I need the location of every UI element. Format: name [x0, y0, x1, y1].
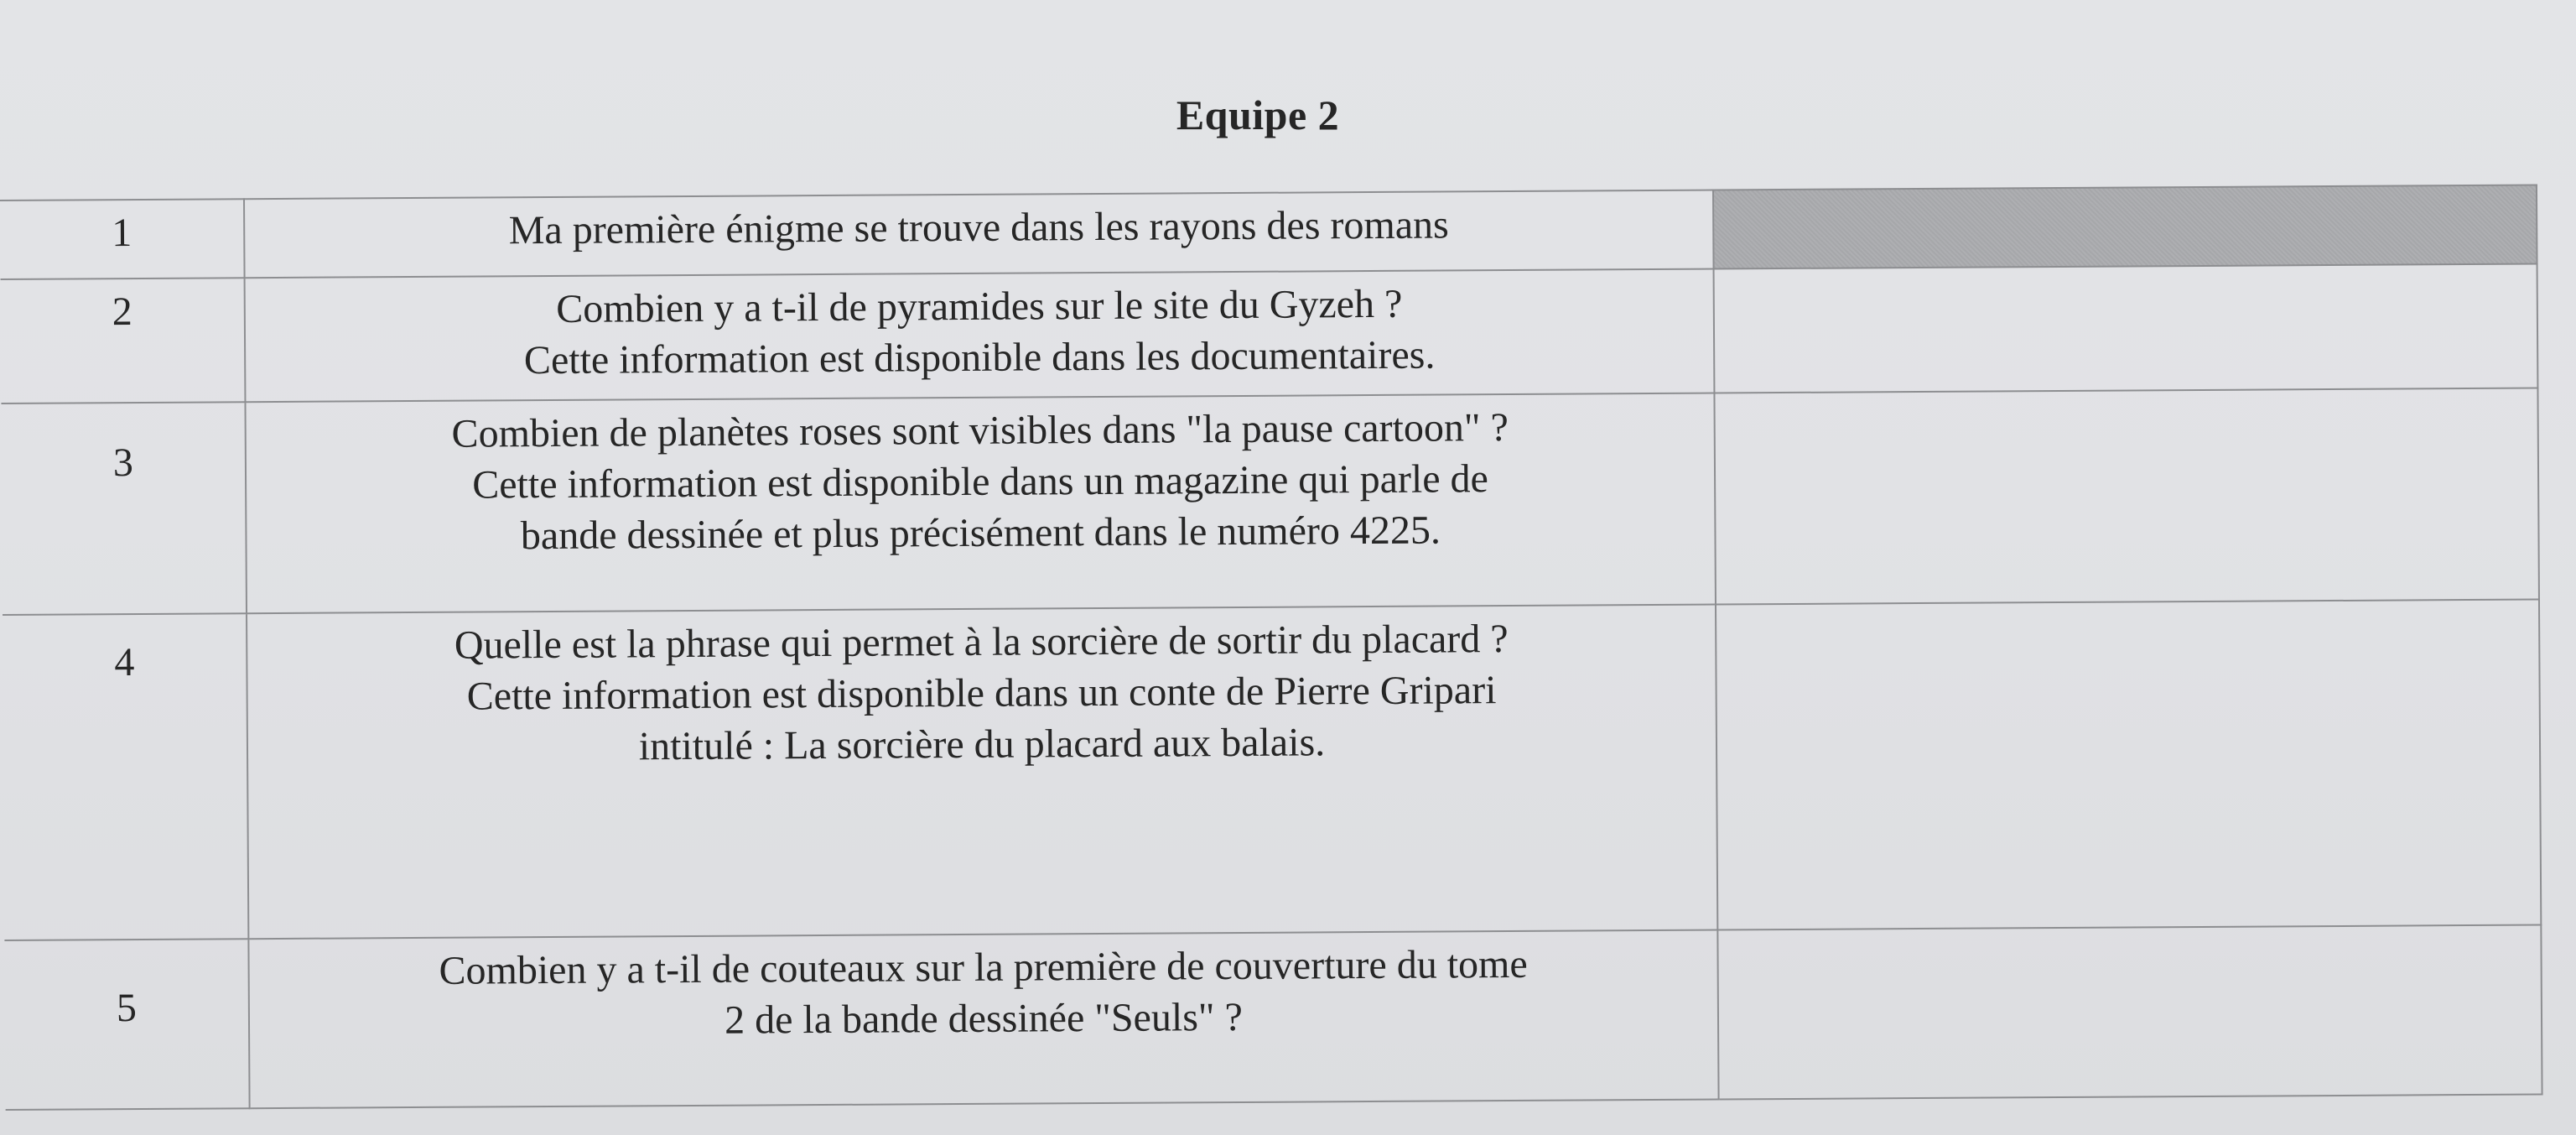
answer-cell-shaded — [1713, 185, 2537, 269]
question-line: 2 de la bande dessinée "Seuls" ? — [724, 994, 1243, 1043]
row-number: 1 — [0, 199, 245, 279]
row-number: 4 — [3, 613, 248, 940]
row-number: 5 — [4, 939, 249, 1110]
question-line: Quelle est la phrase qui permet à la sorcière de sortir du placard ? — [454, 617, 1509, 668]
question-cell — [245, 269, 1715, 403]
table-row — [4, 925, 2542, 1110]
question-line: intitulé : La sorcière du placard aux balais. — [638, 720, 1326, 769]
question-line: bande dessinée et plus précisément dans le numéro 4225. — [520, 508, 1441, 559]
question-line: Ma première énigme se trouve dans les rayons des romans — [508, 202, 1449, 253]
question-cell — [247, 605, 1717, 940]
question-line: Combien de planètes roses sont visibles dans "la pause cartoon" ? — [451, 405, 1509, 456]
question-cell — [248, 930, 1718, 1109]
answer-cell — [1714, 264, 2538, 393]
question-line: Cette information est disponible dans un conte de Pierre Gripari — [466, 668, 1497, 719]
question-cell — [244, 190, 1714, 279]
question-line: Cette information est disponible dans les documentaires. — [523, 332, 1436, 383]
answer-cell — [1716, 600, 2541, 930]
table-row — [1, 264, 2538, 403]
row-number: 2 — [1, 278, 246, 403]
document-title: Equipe 2 — [1176, 91, 1340, 138]
row-number: 3 — [1, 402, 247, 615]
question-line: Combien y a t-il de couteaux sur la première de couverture du tome — [439, 941, 1528, 993]
table-row — [1, 388, 2538, 615]
answer-cell — [1714, 388, 2539, 605]
question-cell — [245, 393, 1716, 614]
table-row — [3, 600, 2541, 940]
answer-cell — [1717, 925, 2542, 1100]
question-line: Cette information est disponible dans un magazine qui parle de — [472, 456, 1489, 508]
table-row — [0, 185, 2537, 279]
enigma-table — [0, 185, 2543, 1111]
question-line: Combien y a t-il de pyramides sur le site du Gyzeh ? — [556, 281, 1403, 331]
